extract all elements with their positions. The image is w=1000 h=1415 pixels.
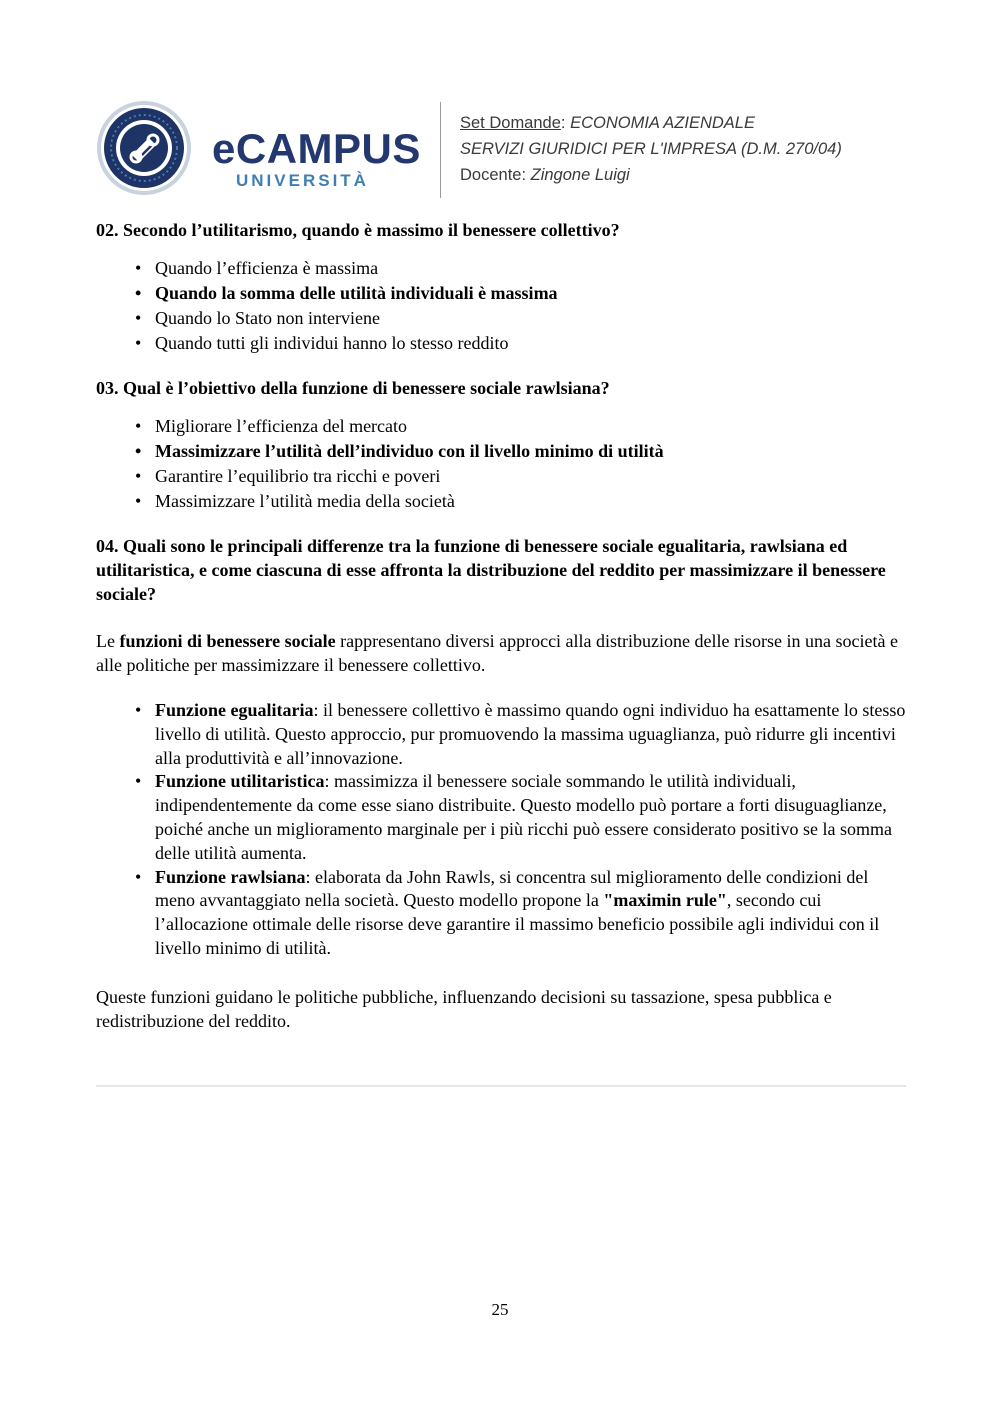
question-title: 02. Secondo l’utilitarismo, quando è massimo il benessere collettivo? bbox=[96, 220, 620, 240]
answer-item: • Garantire l’equilibrio tra ricchi e poveri bbox=[155, 464, 906, 489]
question-title: 03. Qual è l’obiettivo della funzione di benessere sociale rawlsiana? bbox=[96, 378, 610, 398]
set-value: ECONOMIA AZIENDALE bbox=[570, 114, 755, 132]
function-name: Funzione egualitaria bbox=[155, 700, 314, 720]
answer-item-correct: • Massimizzare l’utilità dell’individuo con il livello minimo di utilità bbox=[155, 439, 906, 464]
docente-value: Zingone Luigi bbox=[530, 166, 630, 184]
maximin-rule: "maximin rule" bbox=[603, 890, 727, 911]
function-item-rawlsiana bbox=[155, 866, 906, 961]
function-name: Funzione utilitaristica bbox=[155, 771, 325, 792]
set-line: Set Domande: ECONOMIA AZIENDALE bbox=[460, 114, 755, 132]
page-content bbox=[96, 218, 906, 1033]
ecampus-logo bbox=[96, 100, 426, 200]
page-number: 25 bbox=[491, 1300, 509, 1319]
ecampus-seal-icon bbox=[96, 100, 192, 196]
functions-list bbox=[96, 699, 906, 961]
logo-subtitle: UNIVERSITÀ bbox=[236, 171, 369, 190]
answer-item: • Migliorare l’efficienza del mercato bbox=[155, 414, 906, 439]
open-question-title: 04. Quali sono le principali differenze tra la funzione di benessere sociale egualitaria, rawlsiana ed utilitaristica, e come ciascuna di esse affronta la distribuzione del reddito per massimizzare il benessere sociale? bbox=[96, 536, 886, 604]
intro-paragraph bbox=[96, 629, 906, 677]
answer-item: • Massimizzare l’utilità media della società bbox=[155, 489, 906, 514]
function-desc: : il benessere collettivo è massimo quando ogni individuo ha esattamente lo stesso livello di utilità. Questo approccio, pur promuovendo la massima uguaglianza, può ridurre gli incentivi alla produttività e all’innovazione. bbox=[155, 700, 906, 768]
answer-list bbox=[96, 256, 906, 356]
page-header bbox=[96, 100, 906, 200]
answer-item: • Quando l’efficienza è massima bbox=[155, 256, 906, 281]
logo-wordmark: eCAMPUS bbox=[212, 125, 421, 172]
course-line bbox=[460, 136, 842, 162]
header-divider bbox=[440, 102, 441, 198]
course-name: SERVIZI GIURIDICI PER L'IMPRESA (D.M. 270/04) bbox=[460, 140, 842, 158]
answer-item: • Quando lo Stato non interviene bbox=[155, 306, 906, 331]
function-desc: : massimizza il benessere sociale sommando le utilità individuali, indipendentemente da come esse siano distribuite. Questo modello può portare a forti disuguaglianze, poiché anche un miglioramento marginale per i più ricchi può essere considerato positivo se la somma delle utilità aumenta. bbox=[155, 771, 892, 863]
intro-bold: funzioni di benessere sociale bbox=[119, 631, 336, 651]
answer-list bbox=[96, 414, 906, 514]
intro-post: rappresentano diversi approcci alla distribuzione delle risorse in una società e alle politiche per massimizzare il benessere collettivo. bbox=[96, 631, 898, 675]
function-desc: , secondo cui l’allocazione ottimale delle risorse deve garantire il massimo beneficio possibile agli individui con il livello minimo di utilità. bbox=[155, 890, 880, 958]
function-name: Funzione rawlsiana bbox=[155, 866, 306, 887]
function-item-egualitaria bbox=[155, 699, 906, 770]
docente-label: Docente bbox=[460, 166, 522, 184]
answer-item: • Quando tutti gli individui hanno lo stesso reddito bbox=[155, 331, 906, 356]
header-meta bbox=[460, 110, 842, 188]
function-desc: : elaborata da John Rawls, si concentra sul miglioramento delle condizioni del meno avvantaggiato nella società. Questo modello propone la bbox=[155, 866, 869, 911]
set-label: Set Domande bbox=[460, 114, 561, 132]
intro-pre: Le bbox=[96, 631, 120, 651]
content-separator bbox=[96, 1085, 906, 1087]
docente-line: Docente: Zingone Luigi bbox=[460, 166, 630, 184]
conclusion-paragraph: Queste funzioni guidano le politiche pubbliche, influenzando decisioni su tassazione, spesa pubblica e redistribuzione del reddito. bbox=[96, 986, 832, 1031]
answer-item-correct: • Quando la somma delle utilità individuali è massima bbox=[155, 281, 906, 306]
function-item-utilitaristica bbox=[155, 770, 906, 865]
